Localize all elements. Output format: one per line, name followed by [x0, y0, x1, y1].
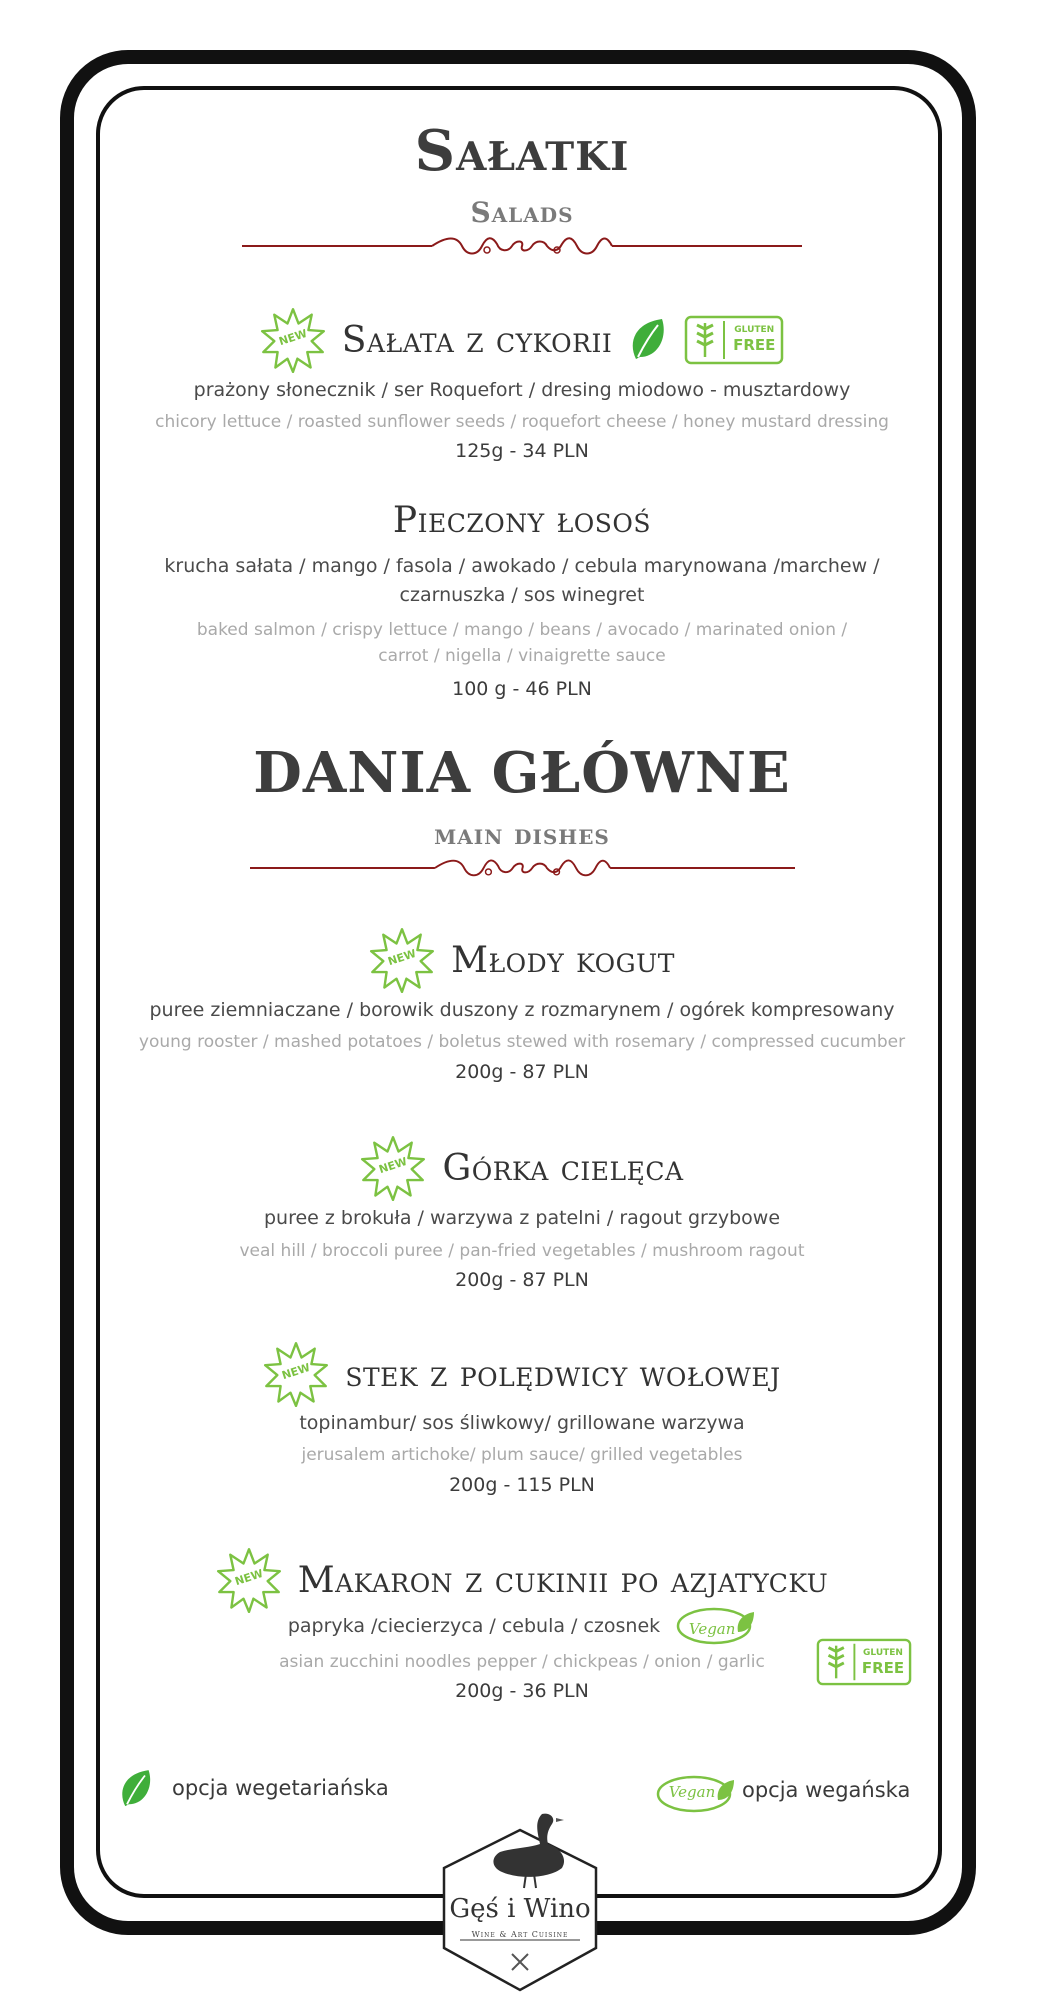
dish-price: 100 g - 46 PLN — [452, 678, 592, 700]
restaurant-logo — [430, 1808, 610, 1994]
section-subtitle-mains: main dishes — [434, 818, 610, 851]
leaf-icon — [118, 1768, 154, 1810]
legend-vegan: opcja wegańska — [742, 1778, 911, 1802]
gluten-free-icon — [816, 1638, 912, 1686]
vegan-icon — [656, 1772, 736, 1816]
dish-title: Młody kogut — [451, 939, 675, 981]
gluten-free-label-top: GLUTEN — [863, 1648, 903, 1658]
new-starburst-icon — [216, 1547, 282, 1613]
dish-description-en: jerusalem artichoke/ plum sauce/ grilled vegetables — [301, 1445, 743, 1465]
dish-price: 200g - 87 PLN — [455, 1269, 589, 1291]
dish-description-pl: puree ziemniaczane / borowik duszony z rozmarynem / ogórek kompresowany — [149, 999, 895, 1021]
dish-title: stek z polędwicy wołowej — [345, 1353, 781, 1395]
dish-description-en: carrot / nigella / vinaigrette sauce — [378, 646, 666, 666]
gluten-free-label-bottom: FREE — [861, 1659, 905, 1677]
dish-title: Górka cielęca — [442, 1147, 684, 1189]
dish-title-row — [0, 1134, 1044, 1202]
logo-name: Gęś i Wino — [449, 1894, 591, 1924]
dish-title-row — [0, 1546, 1044, 1614]
dish-price: 200g - 115 PLN — [449, 1474, 595, 1496]
dish-description-en: asian zucchini noodles pepper / chickpeas / onion / garlic — [279, 1652, 765, 1672]
dish-description-pl: topinambur/ sos śliwkowy/ grillowane warzywa — [299, 1412, 745, 1434]
dish-title-row — [0, 1340, 1044, 1408]
dish-price: 125g - 34 PLN — [455, 440, 589, 462]
section-subtitle-salads: Salads — [470, 196, 574, 229]
dish-title: Sałata z cykorii — [341, 319, 613, 361]
legend-vegetarian: opcja wegetariańska — [172, 1776, 389, 1800]
ornament-divider-icon — [250, 856, 795, 880]
dish-price: 200g - 36 PLN — [455, 1680, 589, 1702]
gluten-free-label-top: GLUTEN — [734, 325, 775, 335]
dish-title: Pieczony łosoś — [392, 500, 652, 541]
dish-price: 200g - 87 PLN — [455, 1061, 589, 1083]
gluten-free-icon — [684, 315, 784, 365]
leaf-icon — [628, 317, 668, 363]
dish-description-pl: papryka /ciecierzyca / cebula / czosnek — [287, 1615, 661, 1637]
gluten-free-label-bottom: FREE — [733, 336, 776, 354]
vegan-label: Vegan — [668, 1783, 716, 1801]
vegan-icon — [676, 1606, 756, 1646]
section-title-salads: Sałatki — [414, 118, 630, 184]
new-badge-label: NEW — [280, 1360, 313, 1383]
dish-title: Makaron z cukinii po azjatycku — [297, 1559, 829, 1601]
dish-title-row — [0, 306, 1044, 374]
section-title-mains: DANIA GŁÓWNE — [253, 740, 791, 806]
logo-tagline: Wine & Art Cuisine — [471, 1930, 569, 1939]
new-starburst-icon — [263, 1341, 329, 1407]
ornament-divider-icon — [242, 234, 802, 258]
new-badge-label: NEW — [386, 946, 418, 969]
new-badge-label: NEW — [277, 326, 309, 349]
dish-description-en: veal hill / broccoli puree / pan-fried vegetables / mushroom ragout — [239, 1241, 805, 1261]
new-starburst-icon — [260, 307, 326, 373]
dish-description-en: baked salmon / crispy lettuce / mango / beans / avocado / marinated onion / — [196, 620, 848, 640]
dish-description-pl: prażony słonecznik / ser Roquefort / dresing miodowo - musztardowy — [193, 379, 851, 401]
dish-description-pl: puree z brokuła / warzywa z patelni / ragout grzybowe — [263, 1207, 781, 1229]
new-starburst-icon — [360, 1135, 426, 1201]
vegan-label: Vegan — [688, 1620, 736, 1638]
dish-description-pl: czarnuszka / sos winegret — [399, 584, 645, 606]
dish-description-en: young rooster / mashed potatoes / boletus stewed with rosemary / compressed cucumber — [138, 1032, 906, 1052]
dish-description-pl: krucha sałata / mango / fasola / awokado / cebula marynowana /marchew / — [164, 555, 880, 577]
new-starburst-icon — [369, 927, 435, 993]
new-badge-label: NEW — [232, 1566, 265, 1589]
dish-description-en: chicory lettuce / roasted sunflower seeds / roquefort cheese / honey mustard dressing — [155, 412, 889, 432]
new-badge-label: NEW — [377, 1154, 410, 1177]
dish-title-row — [0, 926, 1044, 994]
